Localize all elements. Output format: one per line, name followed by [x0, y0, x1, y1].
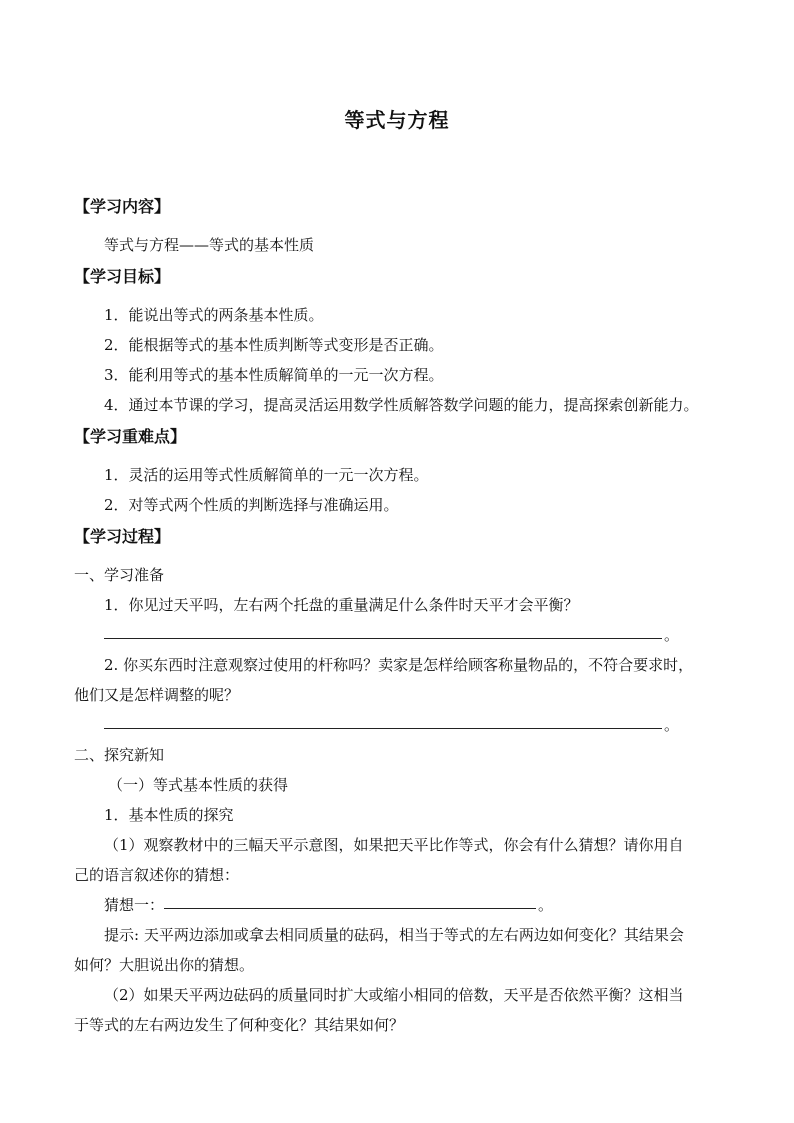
part2-subtitle-1: （一）等式基本性质的获得 [108, 776, 289, 794]
part2-title: 二、探究新知 [74, 746, 165, 764]
part2-paragraph-1-line2: 己的语言叙述你的猜想： [74, 866, 240, 884]
hint-line1: 提示: 天平两边添加或拿去相同质量的砝码，相当于等式的左右两边如何变化？其结果会 [104, 926, 684, 944]
hint-line2: 如何？大胆说出你的猜想。 [74, 956, 255, 974]
answer-blank-1-period: 。 [664, 626, 680, 644]
goal-item-2: 2．能根据等式的基本性质判断等式变形是否正确。 [104, 336, 444, 354]
goal-item-1: 1．能说出等式的两条基本性质。 [104, 306, 324, 324]
heading-learning-process: 【学习过程】 [74, 527, 171, 546]
answer-blank-2[interactable] [104, 728, 662, 729]
part2-paragraph-2-line1: （2）如果天平两边砝码的质量同时扩大或缩小相同的倍数，天平是否依然平衡？这相当 [104, 986, 684, 1004]
part1-question-2-line2: 他们又是怎样调整的呢？ [74, 686, 240, 704]
part1-title: 一、学习准备 [74, 566, 165, 584]
goal-item-4: 4．通过本节课的学习，提高灵活运用数学性质解答数学问题的能力，提高探索创新能力。 [104, 396, 699, 414]
guess-one-blank[interactable] [164, 908, 536, 909]
key-point-1: 1．灵活的运用等式性质解简单的一元一次方程。 [104, 466, 429, 484]
part2-paragraph-1-line1: （1）观察教材中的三幅天平示意图，如果把天平比作等式，你会有什么猜想？请你用自 [104, 836, 684, 854]
part1-question-2-line1: 2. 你买东西时注意观察过使用的杆称吗？卖家是怎样给顾客称量物品的，不符合要求时， [104, 656, 694, 674]
goal-item-3: 3．能利用等式的基本性质解简单的一元一次方程。 [104, 366, 444, 384]
guess-one-label: 猜想一： [104, 896, 165, 914]
part1-question-1: 1．你见过天平吗，左右两个托盘的重量满足什么条件时天平才会平衡？ [104, 596, 579, 614]
heading-key-points: 【学习重难点】 [74, 427, 187, 446]
key-point-2: 2．对等式两个性质的判断选择与准确运用。 [104, 496, 399, 514]
guess-one-period: 。 [538, 896, 554, 914]
heading-learning-content: 【学习内容】 [74, 197, 171, 216]
heading-learning-goals: 【学习目标】 [74, 267, 171, 286]
learning-content-text: 等式与方程——等式的基本性质 [104, 236, 315, 254]
answer-blank-2-period: 。 [664, 716, 680, 734]
page-title: 等式与方程 [344, 108, 450, 132]
part2-subtitle-1-1: 1．基本性质的探究 [104, 806, 234, 824]
part2-paragraph-2-line2: 于等式的左右两边发生了何种变化？其结果如何？ [74, 1016, 405, 1034]
answer-blank-1[interactable] [104, 638, 662, 639]
